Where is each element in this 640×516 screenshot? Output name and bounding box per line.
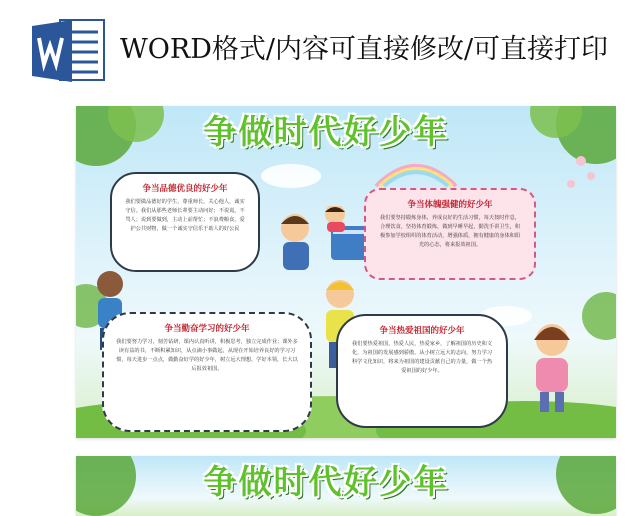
section-patriot-body: 我们要热爱祖国，热爱人民，热爱家乡，了解祖国的历史和文化，为祖国的发展感到骄傲，从小树立远大的志向，努力学习科学文化知识，将来为祖国的建设贡献自己的力量，做一个热爱祖国的好少年。 [351, 341, 493, 374]
girl-smiling-illustration [520, 318, 584, 418]
section-study-title: 争当勤奋学习的好少年 [164, 324, 250, 334]
section-moral-box [110, 172, 260, 272]
section-study-body: 我们要努力学习，刻苦钻研，课内认真听讲，积极思考，独立完成作业；课外多读有益的书，不断积累知识，从点滴小事做起，从现在开始培养良好的学习习惯，每天进步一点点，做勤奋好学的好少年，树立远大理想，学好本领，长大以后报效祖国。 [116, 339, 298, 372]
section-moral-title: 争当品德优良的好少年 [142, 184, 228, 194]
kids-reading-illustration [261, 206, 371, 286]
poster-preview-title: 争做时代好少年 [203, 462, 449, 501]
section-study-box [102, 312, 312, 432]
section-patriot-title: 争当热爱祖国的好少年 [379, 326, 465, 336]
word-document-icon [30, 18, 108, 84]
poster [76, 106, 616, 438]
poster-preview-second [76, 456, 616, 516]
section-health-box [364, 188, 536, 280]
banner-text: WORD格式/内容可直接修改/可直接打印 [120, 34, 609, 65]
banner [0, 0, 640, 100]
section-health-body: 我们要坚持锻炼身体，养成良好的生活习惯，每天按时作息，合理饮食，坚持体育锻炼，做到早睡早起，勤洗手讲卫生，积极参加学校组织的体育活动，增强体质，拥有健康的身体和阳光的心态，将来报效祖国。 [379, 215, 521, 248]
section-patriot-box [336, 314, 508, 428]
poster-title: 争做时代好少年 [203, 112, 449, 151]
section-health-title: 争当体魄强健的好少年 [407, 200, 493, 210]
section-moral-body: 我们要做品德好的学生，尊重师长，关心他人，诚实守信。我们从那些老师长辈要主动问好；不说谎，不骂人；说到要做到，主动上前帮忙；不浪费粮食，爱护公共财物，做一个诚实守信乐于助人的好公民 [125, 199, 245, 232]
